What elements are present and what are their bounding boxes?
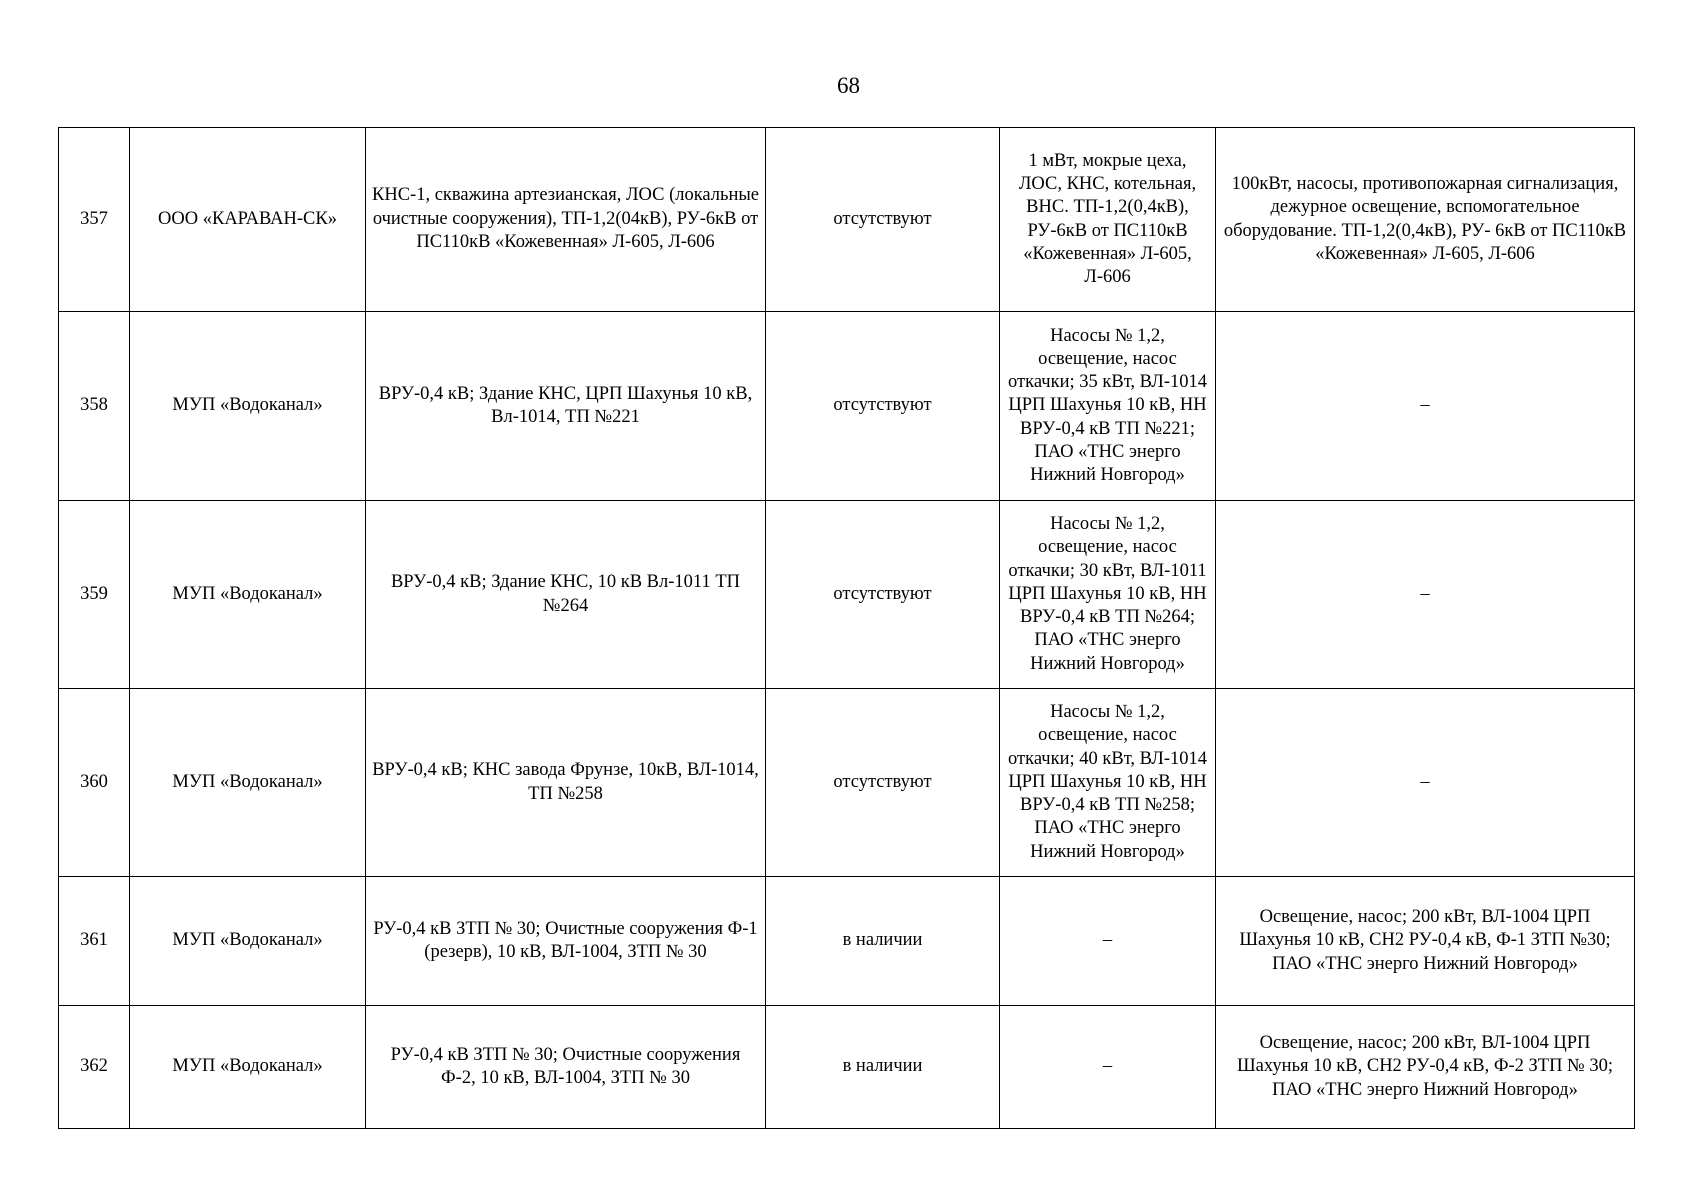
row-number-cell: 359	[59, 501, 130, 689]
row-number-cell: 357	[59, 128, 130, 312]
table-row	[59, 128, 1635, 312]
category2-load-cell: Освещение, насос; 200 кВт, ВЛ-1004 ЦРП Шахунья 10 кВ, СН2 РУ-0,4 кВ, Ф-2 ЗТП № 30; ПАО «ТНС энерго Нижний Новгород»	[1216, 1006, 1635, 1129]
page-number: 68	[837, 73, 860, 98]
consumers-table	[58, 127, 1635, 1129]
category1-load-cell: Насосы № 1,2, освещение, насос откачки; 30 кВт, ВЛ-1011 ЦРП Шахунья 10 кВ, НН ВРУ-0,4 кВ ТП №264; ПАО «ТНС энерго Нижний Новгород»	[1000, 501, 1216, 689]
object-cell: ВРУ-0,4 кВ; КНС завода Фрунзе, 10кВ, ВЛ-1014, ТП №258	[366, 689, 766, 877]
backup-power-cell: отсутствуют	[766, 128, 1000, 312]
row-number-cell: 360	[59, 689, 130, 877]
backup-power-cell: отсутствуют	[766, 501, 1000, 689]
organization-cell: ООО «КАРАВАН-СК»	[130, 128, 366, 312]
table-row	[59, 689, 1635, 877]
category2-load-cell: –	[1216, 312, 1635, 501]
category2-load-cell: Освещение, насос; 200 кВт, ВЛ-1004 ЦРП Шахунья 10 кВ, СН2 РУ-0,4 кВ, Ф-1 ЗТП №30; ПАО «ТНС энерго Нижний Новгород»	[1216, 877, 1635, 1006]
organization-cell: МУП «Водоканал»	[130, 1006, 366, 1129]
table-row	[59, 501, 1635, 689]
organization-cell: МУП «Водоканал»	[130, 501, 366, 689]
table-row	[59, 312, 1635, 501]
category1-load-cell: 1 мВт, мокрые цеха, ЛОС, КНС, котельная, ВНС. ТП-1,2(0,4кВ), РУ-6кВ от ПС110кВ «Кожевенная» Л-605, Л-606	[1000, 128, 1216, 312]
object-cell: КНС-1, скважина артезианская, ЛОС (локальные очистные сооружения), ТП-1,2(04кВ), РУ-6кВ от ПС110кВ «Кожевенная» Л-605, Л-606	[366, 128, 766, 312]
table-row	[59, 1006, 1635, 1129]
backup-power-cell: отсутствуют	[766, 312, 1000, 501]
backup-power-cell: в наличии	[766, 877, 1000, 1006]
row-number-cell: 361	[59, 877, 130, 1006]
category1-load-cell: Насосы № 1,2, освещение, насос откачки; 40 кВт, ВЛ-1014 ЦРП Шахунья 10 кВ, НН ВРУ-0,4 кВ ТП №258; ПАО «ТНС энерго Нижний Новгород»	[1000, 689, 1216, 877]
category1-load-cell: –	[1000, 877, 1216, 1006]
category2-load-cell: –	[1216, 501, 1635, 689]
row-number-cell: 362	[59, 1006, 130, 1129]
object-cell: ВРУ-0,4 кВ; Здание КНС, 10 кВ Вл-1011 ТП №264	[366, 501, 766, 689]
backup-power-cell: отсутствуют	[766, 689, 1000, 877]
object-cell: РУ-0,4 кВ ЗТП № 30; Очистные сооружения Ф-2, 10 кВ, ВЛ-1004, ЗТП № 30	[366, 1006, 766, 1129]
object-cell: РУ-0,4 кВ ЗТП № 30; Очистные сооружения Ф-1 (резерв), 10 кВ, ВЛ-1004, ЗТП № 30	[366, 877, 766, 1006]
category2-load-cell: 100кВт, насосы, противопожарная сигнализация, дежурное освещение, вспомогательное оборудование. ТП-1,2(0,4кВ), РУ- 6кВ от ПС110кВ «Кожевенная» Л-605, Л-606	[1216, 128, 1635, 312]
category1-load-cell: –	[1000, 1006, 1216, 1129]
table-row	[59, 877, 1635, 1006]
category1-load-cell: Насосы № 1,2, освещение, насос откачки; 35 кВт, ВЛ-1014 ЦРП Шахунья 10 кВ, НН ВРУ-0,4 кВ ТП №221; ПАО «ТНС энерго Нижний Новгород»	[1000, 312, 1216, 501]
organization-cell: МУП «Водоканал»	[130, 689, 366, 877]
organization-cell: МУП «Водоканал»	[130, 877, 366, 1006]
backup-power-cell: в наличии	[766, 1006, 1000, 1129]
category2-load-cell: –	[1216, 689, 1635, 877]
row-number-cell: 358	[59, 312, 130, 501]
organization-cell: МУП «Водоканал»	[130, 312, 366, 501]
object-cell: ВРУ-0,4 кВ; Здание КНС, ЦРП Шахунья 10 кВ, Вл-1014, ТП №221	[366, 312, 766, 501]
